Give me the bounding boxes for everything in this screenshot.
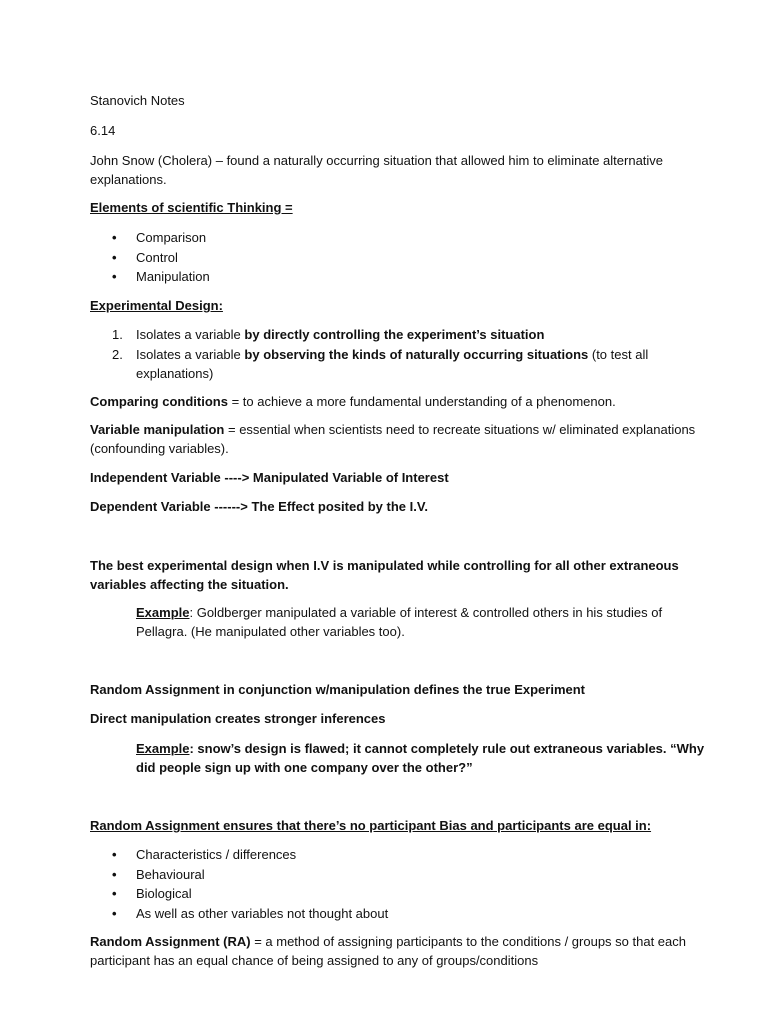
best-design: The best experimental design when I.V is manipulated while controlling for all other extraneous variables affecting the situation. [90, 558, 679, 592]
exp-design-list [90, 325, 708, 384]
elements-list [90, 228, 708, 287]
direct-manipulation: Direct manipulation creates stronger inferences [90, 711, 386, 726]
example-goldberger: Example: Goldberger manipulated a variable of interest & controlled others in his studies of Pellagra. (He manipulated other variables too). [136, 605, 663, 639]
exp-design-heading: Experimental Design: [90, 298, 223, 313]
doc-title: Stanovich Notes [90, 93, 185, 108]
list-item: • Behavioural [90, 865, 708, 885]
doc-date: 6.14 [90, 123, 116, 138]
variable-manipulation: Variable manipulation = essential when scientists need to recreate situations w/ eliminated explanations (confounding variables). [90, 422, 696, 456]
independent-variable: Independent Variable ----> Manipulated Variable of Interest [90, 470, 449, 485]
comparing-conditions: Comparing conditions = to achieve a more fundamental understanding of a phenomenon. [90, 394, 616, 409]
list-item: • Biological [90, 884, 708, 904]
dependent-variable: Dependent Variable ------> The Effect posited by the I.V. [90, 499, 428, 514]
list-item: 2. Isolates a variable by observing the kinds of naturally occurring situations (to test all explanations) [112, 346, 649, 381]
list-item: • Control [90, 248, 708, 268]
list-item: • Manipulation [90, 267, 708, 287]
random-conjunction: Random Assignment in conjunction w/manipulation defines the true Experiment [90, 682, 586, 697]
ra-heading: Random Assignment ensures that there’s no participant Bias and participants are equal in: [90, 818, 652, 833]
list-item: • Characteristics / differences [90, 845, 708, 865]
elements-heading: Elements of scientific Thinking = [90, 200, 293, 215]
ra-definition: Random Assignment (RA) = a method of assigning participants to the conditions / groups so that each participant has an equal chance of being assigned to any of groups/conditions [90, 934, 686, 968]
ra-list [90, 845, 708, 923]
list-item: • As well as other variables not thought about [90, 904, 708, 924]
list-item: 1. Isolates a variable by directly controlling the experiment’s situation [112, 327, 545, 342]
example-snow: Example: snow’s design is flawed; it cannot completely rule out extraneous variables. “Why did people sign up with one company over the other?” [136, 741, 705, 775]
snow-paragraph: John Snow (Cholera) – found a naturally occurring situation that allowed him to eliminate alternative explanations. [90, 153, 664, 187]
list-item: • Comparison [90, 228, 708, 248]
